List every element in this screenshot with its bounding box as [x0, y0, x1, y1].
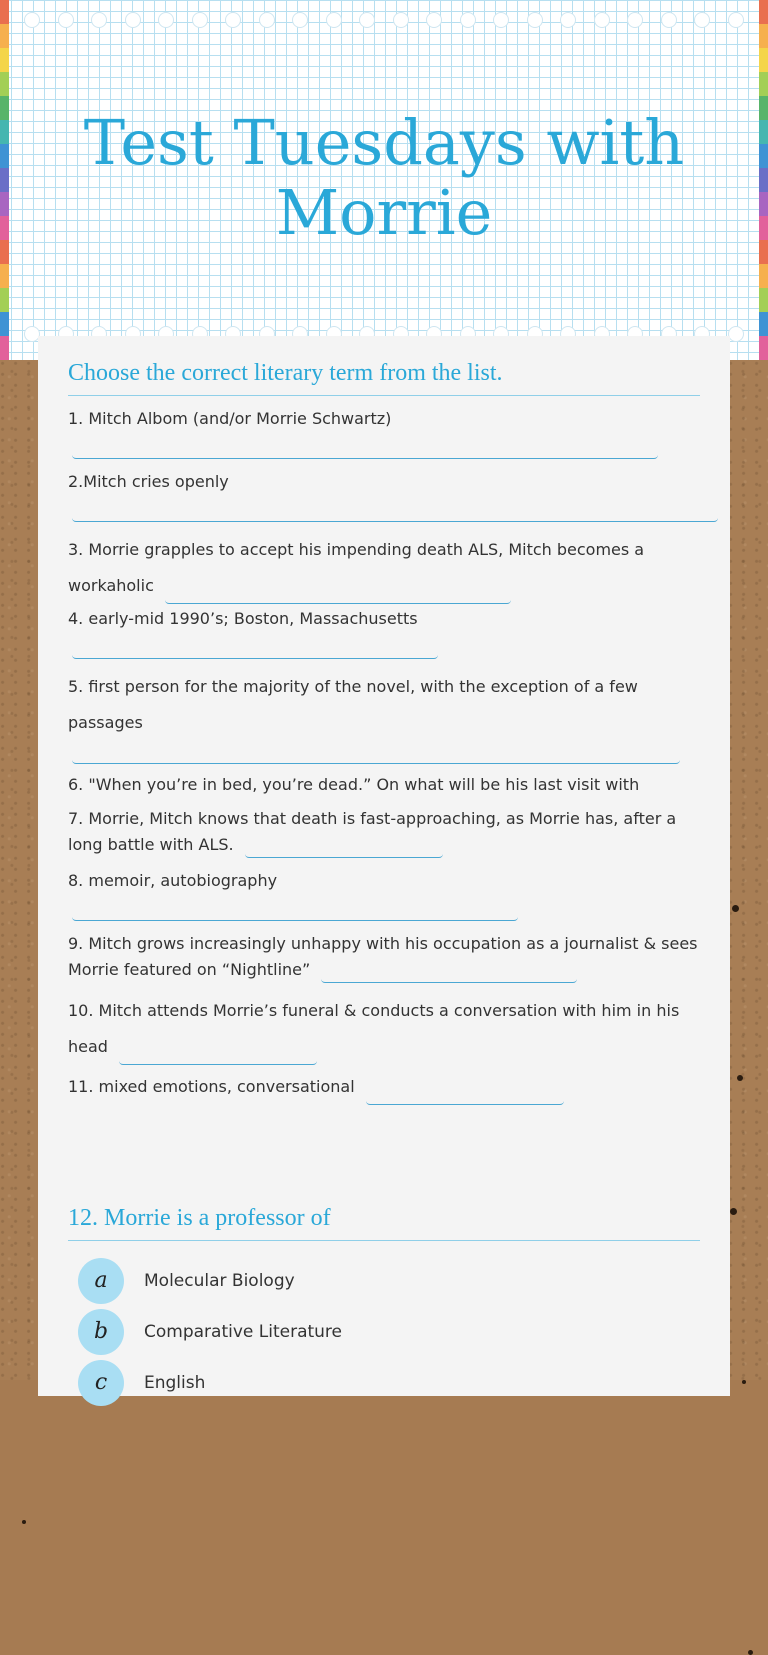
answer-blank[interactable] [72, 894, 518, 921]
color-stripe-left [0, 0, 9, 360]
question-text: 4. early-mid 1990’s; Boston, Massachusetts [68, 609, 418, 628]
question-4 [68, 606, 700, 659]
page-title: Test Tuesdays with Morrie [83, 106, 685, 249]
answer-blank[interactable] [321, 960, 577, 983]
section-heading: Choose the correct literary term from the list. [68, 360, 700, 396]
header-banner [0, 0, 768, 360]
question-6 [68, 772, 700, 798]
question-text: 11. mixed emotions, conversational [68, 1077, 355, 1096]
option-label: Molecular Biology [144, 1270, 295, 1291]
question-2 [68, 469, 700, 522]
answer-blank[interactable] [165, 581, 511, 604]
cork-speck [732, 905, 739, 912]
question-text: 3. Morrie grapples to accept his impending death ALS, Mitch becomes a workaholic [68, 540, 645, 595]
punch-holes-top [24, 12, 744, 32]
option-c[interactable] [68, 1357, 700, 1408]
cork-speck [730, 1208, 737, 1215]
color-stripe-right [759, 0, 768, 360]
question-10 [68, 993, 700, 1065]
question-11 [68, 1069, 700, 1105]
question-5 [68, 669, 700, 764]
question-text: 10. Mitch attends Morrie’s funeral & conducts a conversation with him in his head [68, 1001, 680, 1056]
question-8 [68, 868, 700, 921]
option-label: English [144, 1372, 206, 1393]
option-b[interactable] [68, 1306, 700, 1357]
cork-speck [22, 1520, 26, 1524]
question-1 [68, 406, 700, 459]
option-label: Comparative Literature [144, 1321, 342, 1342]
question-text: 9. Mitch grows increasingly unhappy with his occupation as a journalist & sees Morrie featured on “Nightline” [68, 934, 698, 979]
question-text: 2.Mitch cries openly [68, 472, 229, 491]
answer-blank[interactable] [366, 1082, 564, 1105]
cork-speck [737, 1075, 743, 1081]
question-text: 7. Morrie, Mitch knows that death is fast-approaching, as Morrie has, after a long battle with ALS. [68, 809, 677, 854]
answer-blank[interactable] [72, 741, 680, 764]
option-letter-badge: c [78, 1360, 124, 1406]
answer-blank[interactable] [72, 495, 718, 522]
cork-speck [742, 1380, 746, 1384]
option-letter-badge: a [78, 1258, 124, 1304]
question-text: 8. memoir, autobiography [68, 871, 278, 890]
question-text: 5. first person for the majority of the novel, with the exception of a few passages [68, 677, 638, 732]
answer-options [68, 1255, 700, 1408]
question-9 [68, 931, 700, 983]
answer-blank[interactable] [245, 835, 443, 858]
question-3 [68, 532, 700, 604]
option-letter-badge: b [78, 1309, 124, 1355]
question-text: 6. "When you’re in bed, you’re dead.” On what will be his last visit with [68, 775, 640, 794]
question-text: 1. Mitch Albom (and/or Morrie Schwartz) [68, 409, 392, 428]
answer-blank[interactable] [72, 432, 658, 459]
answer-blank[interactable] [119, 1042, 317, 1065]
question-12-heading: 12. Morrie is a professor of [68, 1205, 700, 1241]
cork-speck [748, 1650, 753, 1655]
answer-blank[interactable] [72, 632, 438, 659]
question-7 [68, 806, 700, 858]
option-a[interactable] [68, 1255, 700, 1306]
worksheet-card [38, 336, 730, 1396]
